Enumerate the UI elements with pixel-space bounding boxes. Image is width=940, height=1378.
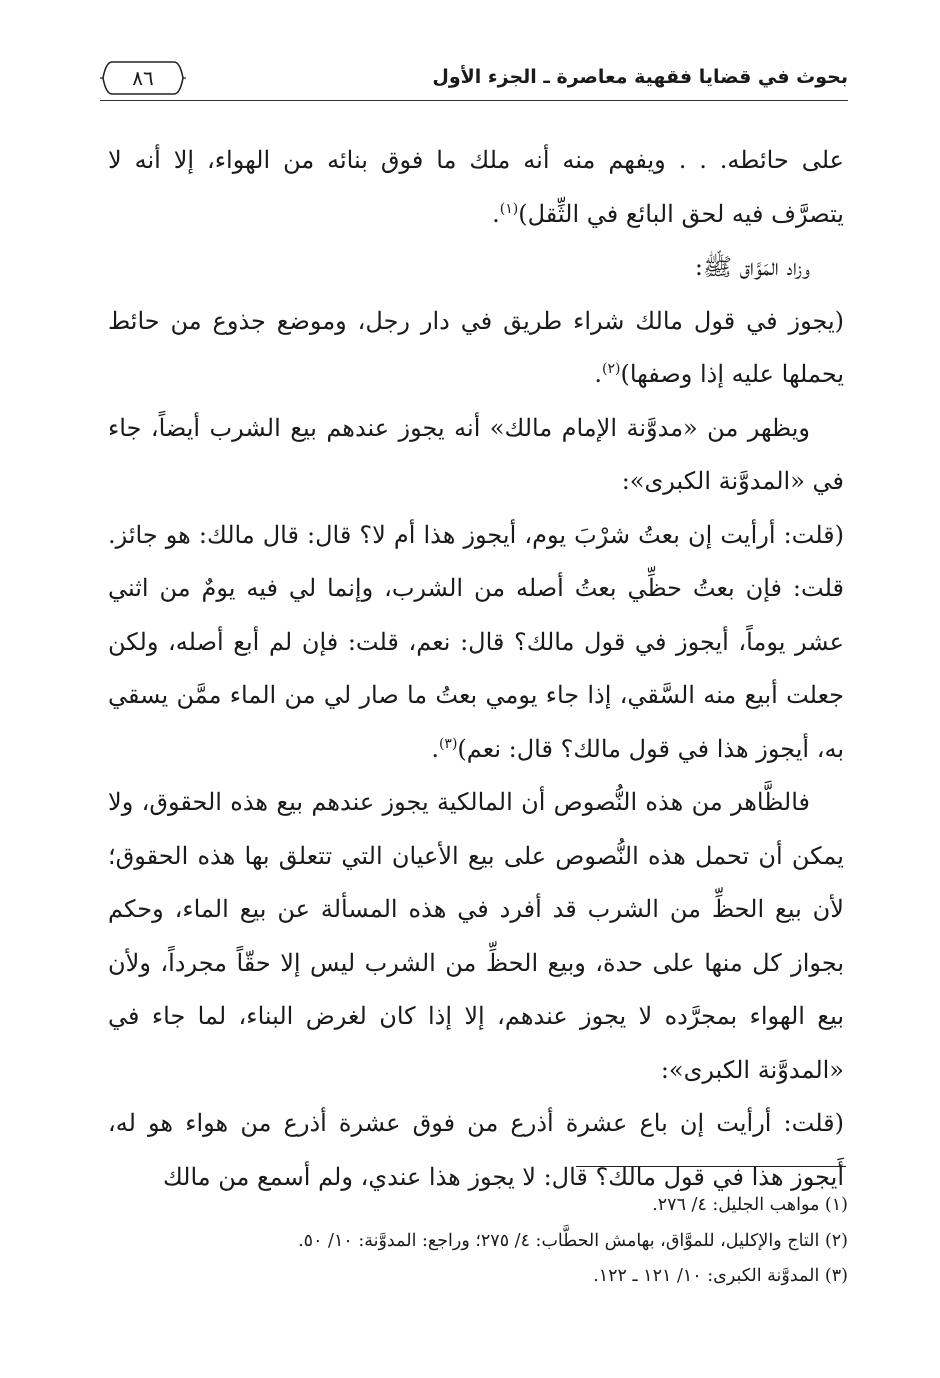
quotation <box>108 509 844 777</box>
footnote-ref: (٢) <box>602 361 621 377</box>
page-number: ٨٦ <box>132 66 154 90</box>
running-header-title: بحوث في قضايا فقهية معاصرة ـ الجزء الأول <box>432 66 848 88</box>
quotation-text: (قلت: أرأيت إن بعتُ شرْبَ يوم، أيجوز هذا أم لا؟ قال: قال مالك: هو جائز. قلت: فإن بعتُ حظِّي بعتُ أصله من الشرب، وإنما لي فيه يومٌ من اثني عشر يوماً، أيجوز في قول مالك؟ قال: نعم، قلت: فإن لم أبع أصله، ولكن جعلت أبيع منه السَّقي، إذا جاء يومي بعتُ ما صار لي من الماء ممَّن يسقي به، أيجوز هذا في قول مالك؟ قال: نعم) <box>108 520 845 763</box>
footnote-divider <box>576 1166 846 1167</box>
header-divider <box>100 100 848 101</box>
running-header <box>100 58 848 104</box>
paragraph: وزاد المَوَّاق ﷺ: <box>694 253 810 281</box>
footnote: (١) مواهب الجليل: ٤/ ٢٧٦. <box>652 1195 848 1215</box>
footnote-ref: (٣) <box>438 735 458 752</box>
paragraph-end: . <box>492 199 500 228</box>
quotation: (قلت: أرأيت إن باع عشرة أذرع من فوق عشرة أذرع من هواء هو له، أَيجوز هذا في قول مالك؟ قال: لا يجوز هذا عندي، ولم أسمع من مالك <box>108 1109 844 1191</box>
paragraph: فالظَّاهر من هذه النُّصوص أن المالكية يجوز عندهم بيع هذه الحقوق، ولا يمكن أن تحمل هذه النُّصوص على بيع الأعيان التي تتعلق بها هذه الحقوق؛ لأن بيع الحظِّ من الشرب قد أفرد في هذه المسألة عن بيع الماء، وحكم بجواز كل منها على حدة، وبيع الحظِّ من الشرب ليس إلا حقّاً مجرداً، ولأن بيع الهواء بمجرَّده لا يجوز عندهم، إلا إذا كان لغرض البناء، لما جاء في «المدوَّنة الكبرى»: <box>108 788 844 1084</box>
footnotes <box>108 1188 848 1295</box>
paragraph <box>108 134 844 241</box>
quotation-text: (يجوز في قول مالك شراء طريق في دار رجل، وموضع جذوع من حائط يحملها عليه إذا وصفها) <box>108 306 844 388</box>
quotation <box>108 295 844 402</box>
footnote-ref: (١) <box>499 200 519 217</box>
paragraph-end: . <box>594 360 603 388</box>
paragraph-text: على حائطه. . . ويفهم منه أنه ملك ما فوق بنائه من الهواء، إلا أنه لا يتصرَّف فيه لحق البائع في الثِّقل) <box>108 146 844 228</box>
footnote: (٢) التاج والإكليل، للموَّاق، بهامش الحطَّاب: ٤/ ٢٧٥؛ وراجع: المدوَّنة: ١٠/ ٥٠. <box>298 1230 848 1251</box>
paragraph-end: . <box>431 734 439 763</box>
page-number-frame <box>100 58 186 98</box>
footnote: (٣) المدوَّنة الكبرى: ١٠/ ١٢١ ـ ١٢٢. <box>593 1266 848 1286</box>
main-text <box>108 134 844 1204</box>
paragraph: ويظهر من «مدوَّنة الإمام مالك» أنه يجوز عندهم بيع الشرب أيضاً، جاء في «المدوَّنة الكبرى»: <box>108 413 844 495</box>
